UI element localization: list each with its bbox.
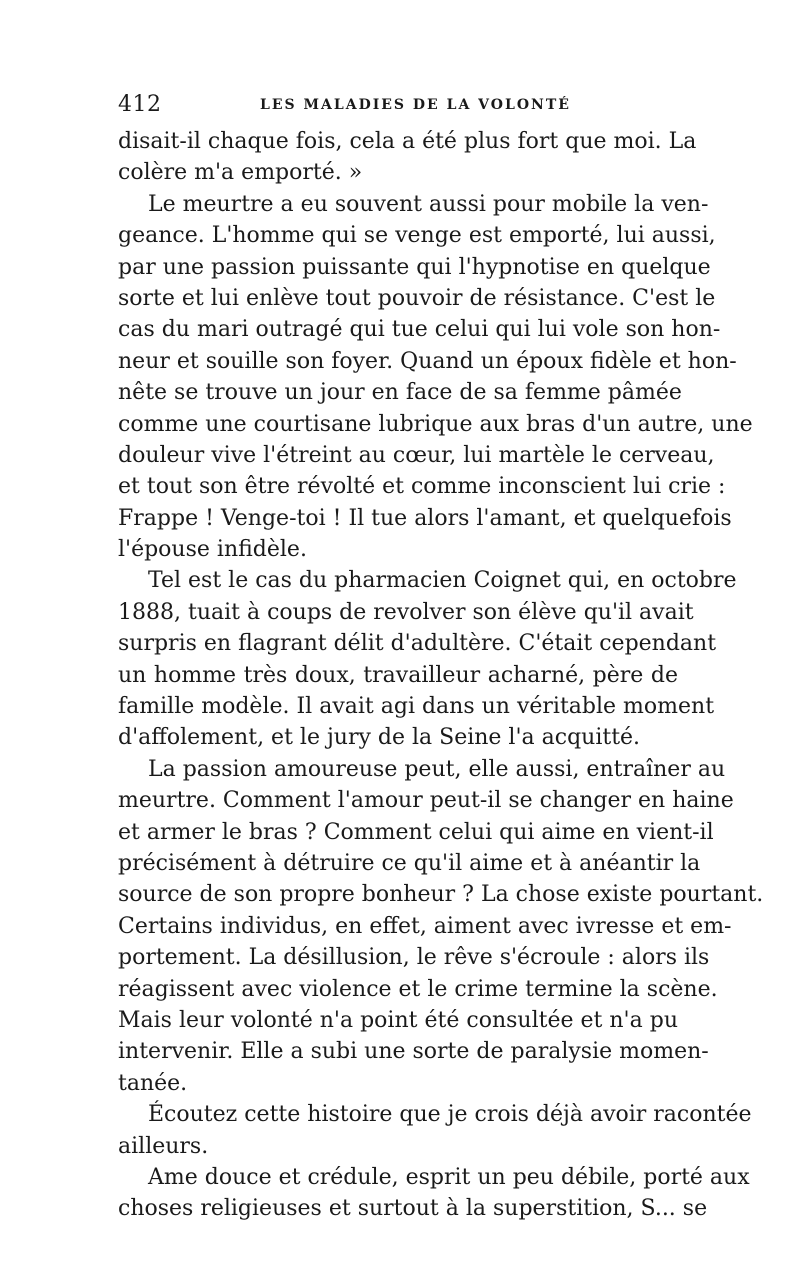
text-line: Écoutez cette histoire que je crois déjà avoir racontée	[148, 1102, 752, 1128]
text-line: sorte et lui enlève tout pouvoir de résistance. C'est le	[118, 285, 716, 311]
text-line: réagissent avec violence et le crime termine la scène.	[118, 976, 718, 1002]
text-line: source de son propre bonheur ? La chose existe pourtant.	[118, 882, 764, 908]
text-line: Certains individus, en effet, aiment avec ivresse et em-	[118, 913, 732, 939]
text-line: Tel est le cas du pharmacien Coignet qui, en octobre	[148, 568, 737, 594]
text-line: d'affolement, et le jury de la Seine l'a acquitté.	[118, 725, 641, 751]
text-line: l'épouse infidèle.	[118, 537, 307, 563]
text-line: 1888, tuait à coups de revolver son élève qu'il avait	[118, 599, 694, 625]
text-line: geance. L'homme qui se venge est emporté, lui aussi,	[118, 223, 716, 249]
text-line: Mais leur volonté n'a point été consultée et n'a pu	[118, 1007, 678, 1033]
text-line: famille modèle. Il avait agi dans un véritable moment	[118, 694, 715, 720]
text-line: choses religieuses et surtout à la superstition, S... se	[118, 1196, 708, 1222]
running-head	[118, 92, 688, 122]
text-line: intervenir. Elle a subi une sorte de paralysie momen-	[118, 1039, 709, 1065]
text-line: surpris en flagrant délit d'adultère. C'était cependant	[118, 631, 717, 657]
text-line: Le meurtre a eu souvent aussi pour mobile la ven-	[148, 191, 709, 217]
text-line: meurtre. Comment l'amour peut-il se changer en haine	[118, 788, 734, 814]
text-line: et tout son être révolté et comme inconscient lui crie :	[118, 474, 726, 500]
text-line: douleur vive l'étreint au cœur, lui martèle le cerveau,	[118, 442, 715, 468]
text-line: cas du mari outragé qui tue celui qui lui vole son hon-	[118, 317, 721, 343]
text-line: La passion amoureuse peut, elle aussi, entraîner au	[148, 756, 726, 782]
text-line: comme une courtisane lubrique aux bras d'un autre, une	[118, 411, 753, 437]
text-line: un homme très doux, travailleur acharné, père de	[118, 662, 678, 688]
body-text	[118, 126, 764, 1225]
text-line: Frappe ! Venge-toi ! Il tue alors l'amant, et quelquefois	[118, 505, 732, 531]
text-line: ailleurs.	[118, 1133, 209, 1159]
text-line: précisément à détruire ce qu'il aime et à anéantir la	[118, 850, 701, 876]
text-line: colère m'a emporté. »	[118, 160, 363, 186]
text-line: portement. La désillusion, le rêve s'écroule : alors ils	[118, 945, 710, 971]
text-line: par une passion puissante qui l'hypnotise en quelque	[118, 254, 711, 280]
page-number: 412	[118, 92, 162, 117]
text-line: tanée.	[118, 1070, 188, 1096]
text-line: Ame douce et crédule, esprit un peu débile, porté aux	[148, 1164, 750, 1190]
text-line: et armer le bras ? Comment celui qui aime en vient-il	[118, 819, 714, 845]
text-line: nête se trouve un jour en face de sa femme pâmée	[118, 380, 682, 406]
text-line: neur et souille son foyer. Quand un époux fidèle et hon-	[118, 348, 737, 374]
running-title: LES MALADIES DE LA VOLONTÉ	[260, 97, 571, 113]
text-line: disait-il chaque fois, cela a été plus fort que moi. La	[118, 129, 697, 154]
